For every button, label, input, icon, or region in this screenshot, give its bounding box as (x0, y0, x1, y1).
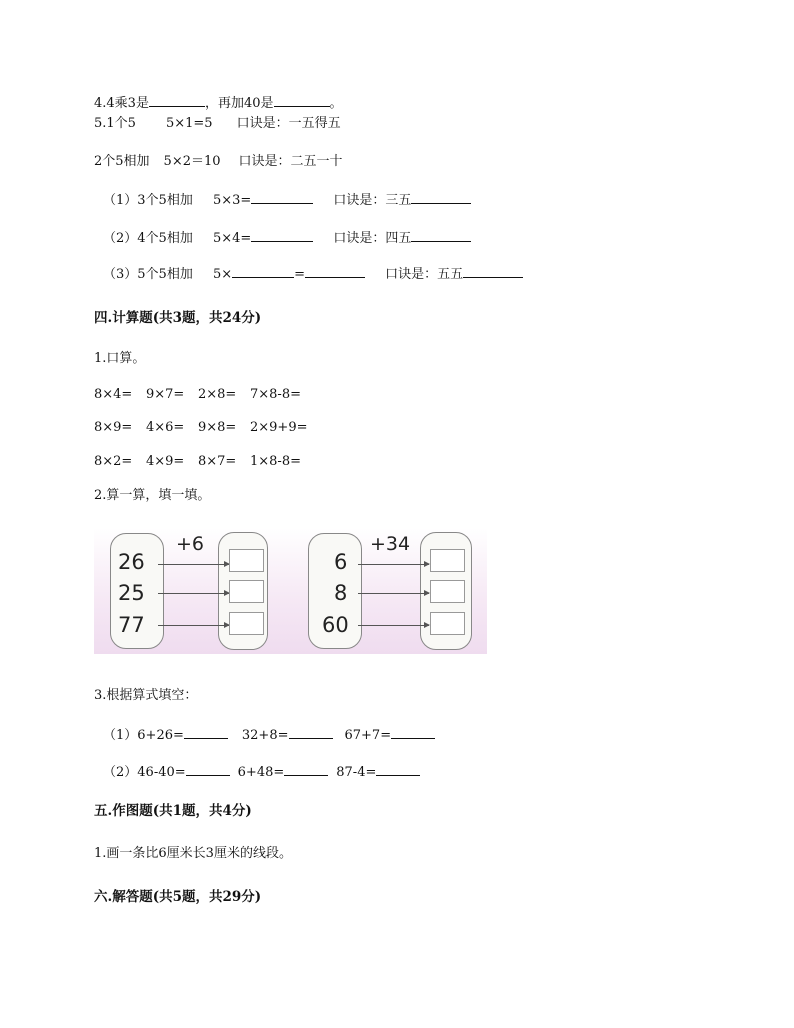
left-number: 25 (118, 581, 145, 605)
oral-item: 8×9= (94, 420, 133, 435)
left-number: 26 (118, 550, 145, 574)
arrow (358, 564, 429, 565)
item-count: （1）3个5相加 (103, 193, 193, 208)
answer-box[interactable] (229, 612, 264, 635)
oral-item: 8×7= (198, 454, 237, 469)
item-count: （3）5个5相加 (103, 267, 193, 282)
answer-blank[interactable] (284, 763, 328, 776)
question-5-item-1 (103, 191, 471, 209)
right-number: 8 (334, 581, 348, 605)
oral-row (94, 387, 301, 403)
q4-text-a: 4.4乘3是 (94, 96, 149, 111)
answer-blank[interactable] (184, 726, 228, 739)
answer-box[interactable] (229, 580, 264, 603)
q4-text-b: ，再加40是 (204, 96, 274, 111)
oral-row (94, 454, 301, 470)
fill-item: 67+7= (344, 728, 392, 743)
left-operator: +6 (176, 533, 205, 555)
draw-1-text: 1.画一条比6厘米长3厘米的线段。 (94, 846, 292, 861)
question-5-line1 (94, 116, 341, 132)
oral-row (94, 420, 308, 436)
question-4 (94, 94, 343, 112)
section-4-heading: 四.计算题(共3题，共24分) (94, 310, 262, 326)
item-equation: 5×3= (213, 193, 252, 208)
right-operator: +34 (370, 533, 411, 555)
q5-rhyme: 口诀是：一五得五 (236, 116, 341, 131)
arrow (158, 593, 229, 594)
question-5-item-3 (103, 265, 523, 283)
right-number: 6 (334, 550, 348, 574)
q5-rhyme: 口诀是：二五一十 (238, 154, 343, 169)
q5-equation: 5×1=5 (165, 116, 213, 131)
calc-2-title: 2.算一算，填一填。 (94, 488, 211, 503)
item-rhyme: 口诀是：五五 (385, 267, 464, 282)
answer-blank[interactable] (186, 763, 230, 776)
answer-blank[interactable] (391, 726, 435, 739)
oral-item: 9×7= (146, 387, 185, 402)
item-rhyme: 口诀是：四五 (333, 231, 412, 246)
row-number: （2） (103, 765, 138, 780)
oral-item: 8×2= (94, 454, 133, 469)
fill-item: 32+8= (241, 728, 289, 743)
row-number: （1） (103, 728, 138, 743)
answer-blank[interactable] (411, 191, 471, 204)
item-equals: = (294, 267, 306, 282)
answer-blank[interactable] (305, 265, 365, 278)
fill-row-1 (103, 726, 435, 744)
oral-item: 4×9= (146, 454, 185, 469)
answer-box[interactable] (430, 549, 465, 572)
answer-blank[interactable] (376, 763, 420, 776)
answer-blank[interactable] (251, 229, 313, 242)
q5-count: 2个5相加 (94, 154, 150, 169)
oral-item: 1×8-8= (250, 454, 301, 469)
fill-item: 87-4= (336, 765, 377, 780)
answer-blank[interactable] (289, 726, 333, 739)
q5-equation: 5×2＝10 (163, 154, 221, 169)
answer-blank[interactable] (251, 191, 313, 204)
arrow (358, 593, 429, 594)
calc-1-title: 1.口算。 (94, 351, 146, 366)
oral-item: 4×6= (146, 420, 185, 435)
answer-box[interactable] (430, 580, 465, 603)
question-5-line2 (94, 154, 343, 170)
fill-item: 6+26= (137, 728, 184, 743)
fill-in-figure (94, 528, 487, 654)
q4-text-c: 。 (329, 96, 343, 111)
right-number: 60 (322, 613, 349, 637)
section-6-heading: 六.解答题(共5题，共29分) (94, 889, 262, 905)
item-rhyme: 口诀是：三五 (333, 193, 412, 208)
answer-box[interactable] (229, 549, 264, 572)
answer-blank[interactable] (463, 265, 523, 278)
calc-3-title: 3.根据算式填空： (94, 688, 198, 703)
arrow (358, 625, 429, 626)
oral-item: 8×4= (94, 387, 133, 402)
answer-box[interactable] (430, 612, 465, 635)
fill-item: 46-40= (137, 765, 186, 780)
answer-blank[interactable] (274, 94, 330, 107)
q5-count: 5.1个5 (94, 116, 136, 131)
oral-item: 9×8= (198, 420, 237, 435)
item-count: （2）4个5相加 (103, 231, 193, 246)
oral-item: 2×9+9= (250, 420, 308, 435)
item-equation: 5× (213, 267, 233, 282)
answer-blank[interactable] (411, 229, 471, 242)
arrow (158, 625, 229, 626)
answer-blank[interactable] (232, 265, 294, 278)
item-equation: 5×4= (213, 231, 252, 246)
arrow (158, 564, 229, 565)
fill-item: 6+48= (237, 765, 285, 780)
oral-item: 2×8= (198, 387, 237, 402)
fill-row-2 (103, 763, 420, 781)
section-5-heading: 五.作图题(共1题，共4分) (94, 803, 252, 819)
question-5-item-2 (103, 229, 471, 247)
oral-item: 7×8-8= (250, 387, 301, 402)
left-number: 77 (118, 613, 145, 637)
answer-blank[interactable] (149, 94, 205, 107)
